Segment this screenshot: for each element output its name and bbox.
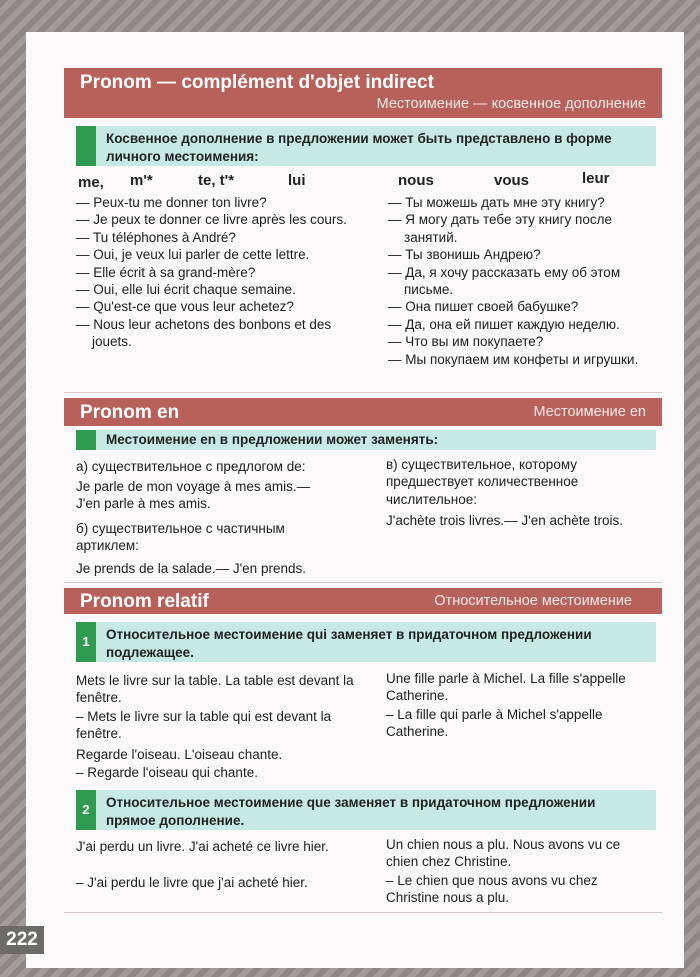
- section-title-ru: Местоимение en: [533, 404, 646, 420]
- divider: [64, 912, 662, 913]
- example-line: — Что вы им покупаете?: [388, 334, 544, 350]
- example-line: — Tu téléphones à André?: [76, 229, 236, 245]
- pronoun: me,: [78, 174, 104, 191]
- example-text: Regarde l'oiseau. L'oiseau chante.: [76, 747, 283, 762]
- section-title-fr: Pronom relatif: [80, 591, 209, 612]
- divider: [64, 582, 662, 583]
- example-text: Un chien nous a plu. Nous avons vu ce chien chez Christine.: [386, 837, 621, 870]
- rule-number: 2: [76, 790, 96, 830]
- example-line: — Ты звонишь Андрею?: [388, 247, 541, 263]
- page-number: 222: [0, 926, 44, 954]
- example-line: — Je peux te donner ce livre après les cours.: [76, 212, 347, 228]
- example-line: — Elle écrit à sa grand-mère?: [76, 264, 256, 280]
- rule-box-qui: [76, 622, 656, 662]
- example-text: – Mets le livre sur la table qui est devant la fenêtre.: [76, 709, 332, 742]
- french-examples: [76, 194, 356, 351]
- rule-box: [76, 126, 656, 166]
- example-line: — Oui, je veux lui parler de cette lettre.: [76, 247, 310, 263]
- rule-box: [76, 430, 656, 450]
- example-text: Mets le livre sur la table. La table est devant la fenêtre.: [76, 673, 354, 706]
- case-a-example: [76, 478, 366, 513]
- example-line: — Мы покупаем им конфеты и игрушки.: [388, 351, 639, 367]
- example-line: — Да, она ей пишет каждую неделю.: [388, 316, 620, 332]
- section-header-relatif: [64, 588, 662, 614]
- example-line: — Nous leur achetons des bonbons et des jouets.: [76, 316, 332, 350]
- section-title-fr: Pronom en: [80, 402, 180, 423]
- rule-box-que: [76, 790, 656, 830]
- case-a-label: а) существительное с предлогом de:: [76, 459, 306, 474]
- rule-marker: [76, 126, 96, 166]
- example-line: Je parle de mon voyage à mes amis.—: [76, 479, 311, 494]
- pronoun: nous: [398, 172, 434, 189]
- example-text: Une fille parle à Michel. La fille s'appelle Catherine.: [386, 671, 626, 704]
- example-line: — Да, я хочу рассказать ему об этом письме.: [388, 264, 621, 298]
- rule-text: Местоимение en в предложении может заменять:: [106, 432, 439, 447]
- divider: [64, 392, 662, 393]
- rule-number: 1: [76, 622, 96, 662]
- rule-marker: [76, 430, 96, 450]
- case-c-label: в) существительное, которому предшествует количественное числительное:: [386, 457, 579, 507]
- example-line: — Qu'est-ce que vous leur achetez?: [76, 299, 294, 315]
- example-text: – Regarde l'oiseau qui chante.: [76, 765, 258, 780]
- section-title-ru: Местоимение — косвенное дополнение: [376, 96, 646, 112]
- example-line: — Я могу дать тебе эту книгу после занятий.: [388, 212, 612, 245]
- rule-text: Относительное местоимение qui заменяет в придаточном предложении подлежащее.: [106, 627, 592, 660]
- example-text: – Le chien que nous avons vu chez Christine nous a plu.: [386, 873, 598, 906]
- example-text: – La fille qui parle à Michel s'appelle Catherine.: [386, 707, 603, 740]
- example-line: — Ты можешь дать мне эту книгу?: [388, 195, 605, 210]
- case-b-example: Je prends de la salade.— J'en prends.: [76, 561, 306, 576]
- example-line: — Peux-tu me donner ton livre?: [76, 195, 267, 210]
- example-text: – J'ai perdu le livre que j'ai acheté hier.: [76, 875, 308, 890]
- example-line: — Она пишет своей бабушке?: [388, 299, 579, 315]
- section-title-ru: Относительное местоимение: [434, 593, 632, 609]
- section-header-coi: [64, 68, 662, 118]
- pronoun: te, t'*: [198, 172, 235, 189]
- case-b-label: б) существительное с частичным артиклем:: [76, 521, 285, 554]
- pronoun: m'*: [130, 172, 153, 189]
- case-c-example: J'achète trois livres.— J'en achète trois.: [386, 513, 624, 528]
- section-header-en: [64, 398, 662, 426]
- pronoun: lui: [288, 172, 306, 189]
- example-text: J'ai perdu un livre. J'ai acheté ce livre hier.: [76, 839, 329, 854]
- example-line: J'en parle à mes amis.: [76, 496, 211, 512]
- russian-examples: [388, 194, 656, 368]
- pronoun: vous: [494, 172, 530, 189]
- example-line: — Oui, elle lui écrit chaque semaine.: [76, 282, 296, 298]
- rule-text: Относительное местоимение que заменяет в придаточном предложении прямое дополнение.: [106, 795, 596, 828]
- rule-text: Косвенное дополнение в предложении может быть представлено в форме личного местоимения:: [106, 131, 612, 164]
- pronoun: leur: [582, 170, 610, 187]
- section-title-fr: Pronom — complément d'objet indirect: [80, 72, 434, 93]
